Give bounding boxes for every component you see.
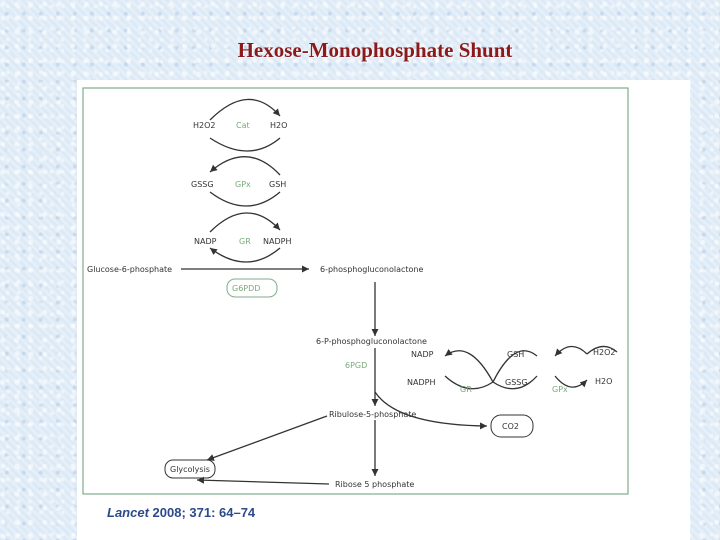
label-h2o2-top: H2O2 xyxy=(193,121,216,130)
label-ribose-5-phosphate: Ribose 5 phosphate xyxy=(335,480,415,489)
label-gpx-right: GPx xyxy=(552,385,568,394)
label-gsh-top: GSH xyxy=(269,180,287,189)
label-cat: Cat xyxy=(236,121,250,130)
label-glucose-6-phosphate: Glucose-6-phosphate xyxy=(87,265,173,274)
label-glycolysis: Glycolysis xyxy=(170,465,210,474)
slide-title: Hexose-Monophosphate Shunt xyxy=(237,38,513,62)
label-gr-top: GR xyxy=(239,237,251,246)
label-nadph-right: NADPH xyxy=(407,378,436,387)
label-g6pdd: G6PDD xyxy=(232,284,261,293)
label-gssg-right: GSSG xyxy=(505,378,528,387)
label-6pgd: 6PGD xyxy=(345,361,368,370)
ribose-to-glycolysis-arrow xyxy=(197,480,329,484)
label-co2: CO2 xyxy=(502,422,519,431)
cat-cycle-arc-top xyxy=(210,99,280,120)
right-gr-arc-top xyxy=(445,351,493,382)
label-h2o-top: H2O xyxy=(270,121,288,130)
label-h2o-right: H2O xyxy=(595,377,613,386)
label-6-p-phosphogluconolactone: 6-P-phosphogluconolactone xyxy=(316,337,427,346)
label-gssg-top: GSSG xyxy=(191,180,214,189)
right-gpx-arc-top xyxy=(555,346,587,356)
citation xyxy=(107,505,255,520)
cat-cycle-arc-bottom xyxy=(210,138,280,151)
label-nadp-top: NADP xyxy=(194,237,217,246)
figure-panel xyxy=(77,80,690,540)
label-gr-right: GR xyxy=(460,385,472,394)
label-h2o2-right: H2O2 xyxy=(593,348,616,357)
gr-cycle-arc-top xyxy=(210,213,280,232)
gpx-cycle-arc-top xyxy=(210,157,280,175)
citation-details: 2008; 371: 64–74 xyxy=(148,505,256,520)
co2-arrow xyxy=(375,392,487,426)
gpx-cycle-arc-bottom xyxy=(210,192,280,206)
figure-border xyxy=(83,88,628,494)
label-nadph-top: NADPH xyxy=(263,237,292,246)
citation-journal: Lancet xyxy=(107,505,149,520)
label-ribulose-5-phosphate: Ribulose-5-phosphate xyxy=(329,410,417,419)
label-gsh-right: GSH xyxy=(507,350,525,359)
gr-cycle-arc-bottom xyxy=(210,248,280,262)
label-6-phosphogluconolactone: 6-phosphogluconolactone xyxy=(320,265,424,274)
label-gpx-top: GPx xyxy=(235,180,251,189)
pathway-diagram xyxy=(77,80,690,540)
glycolysis-arrow xyxy=(207,416,327,460)
label-nadp-right: NADP xyxy=(411,350,434,359)
